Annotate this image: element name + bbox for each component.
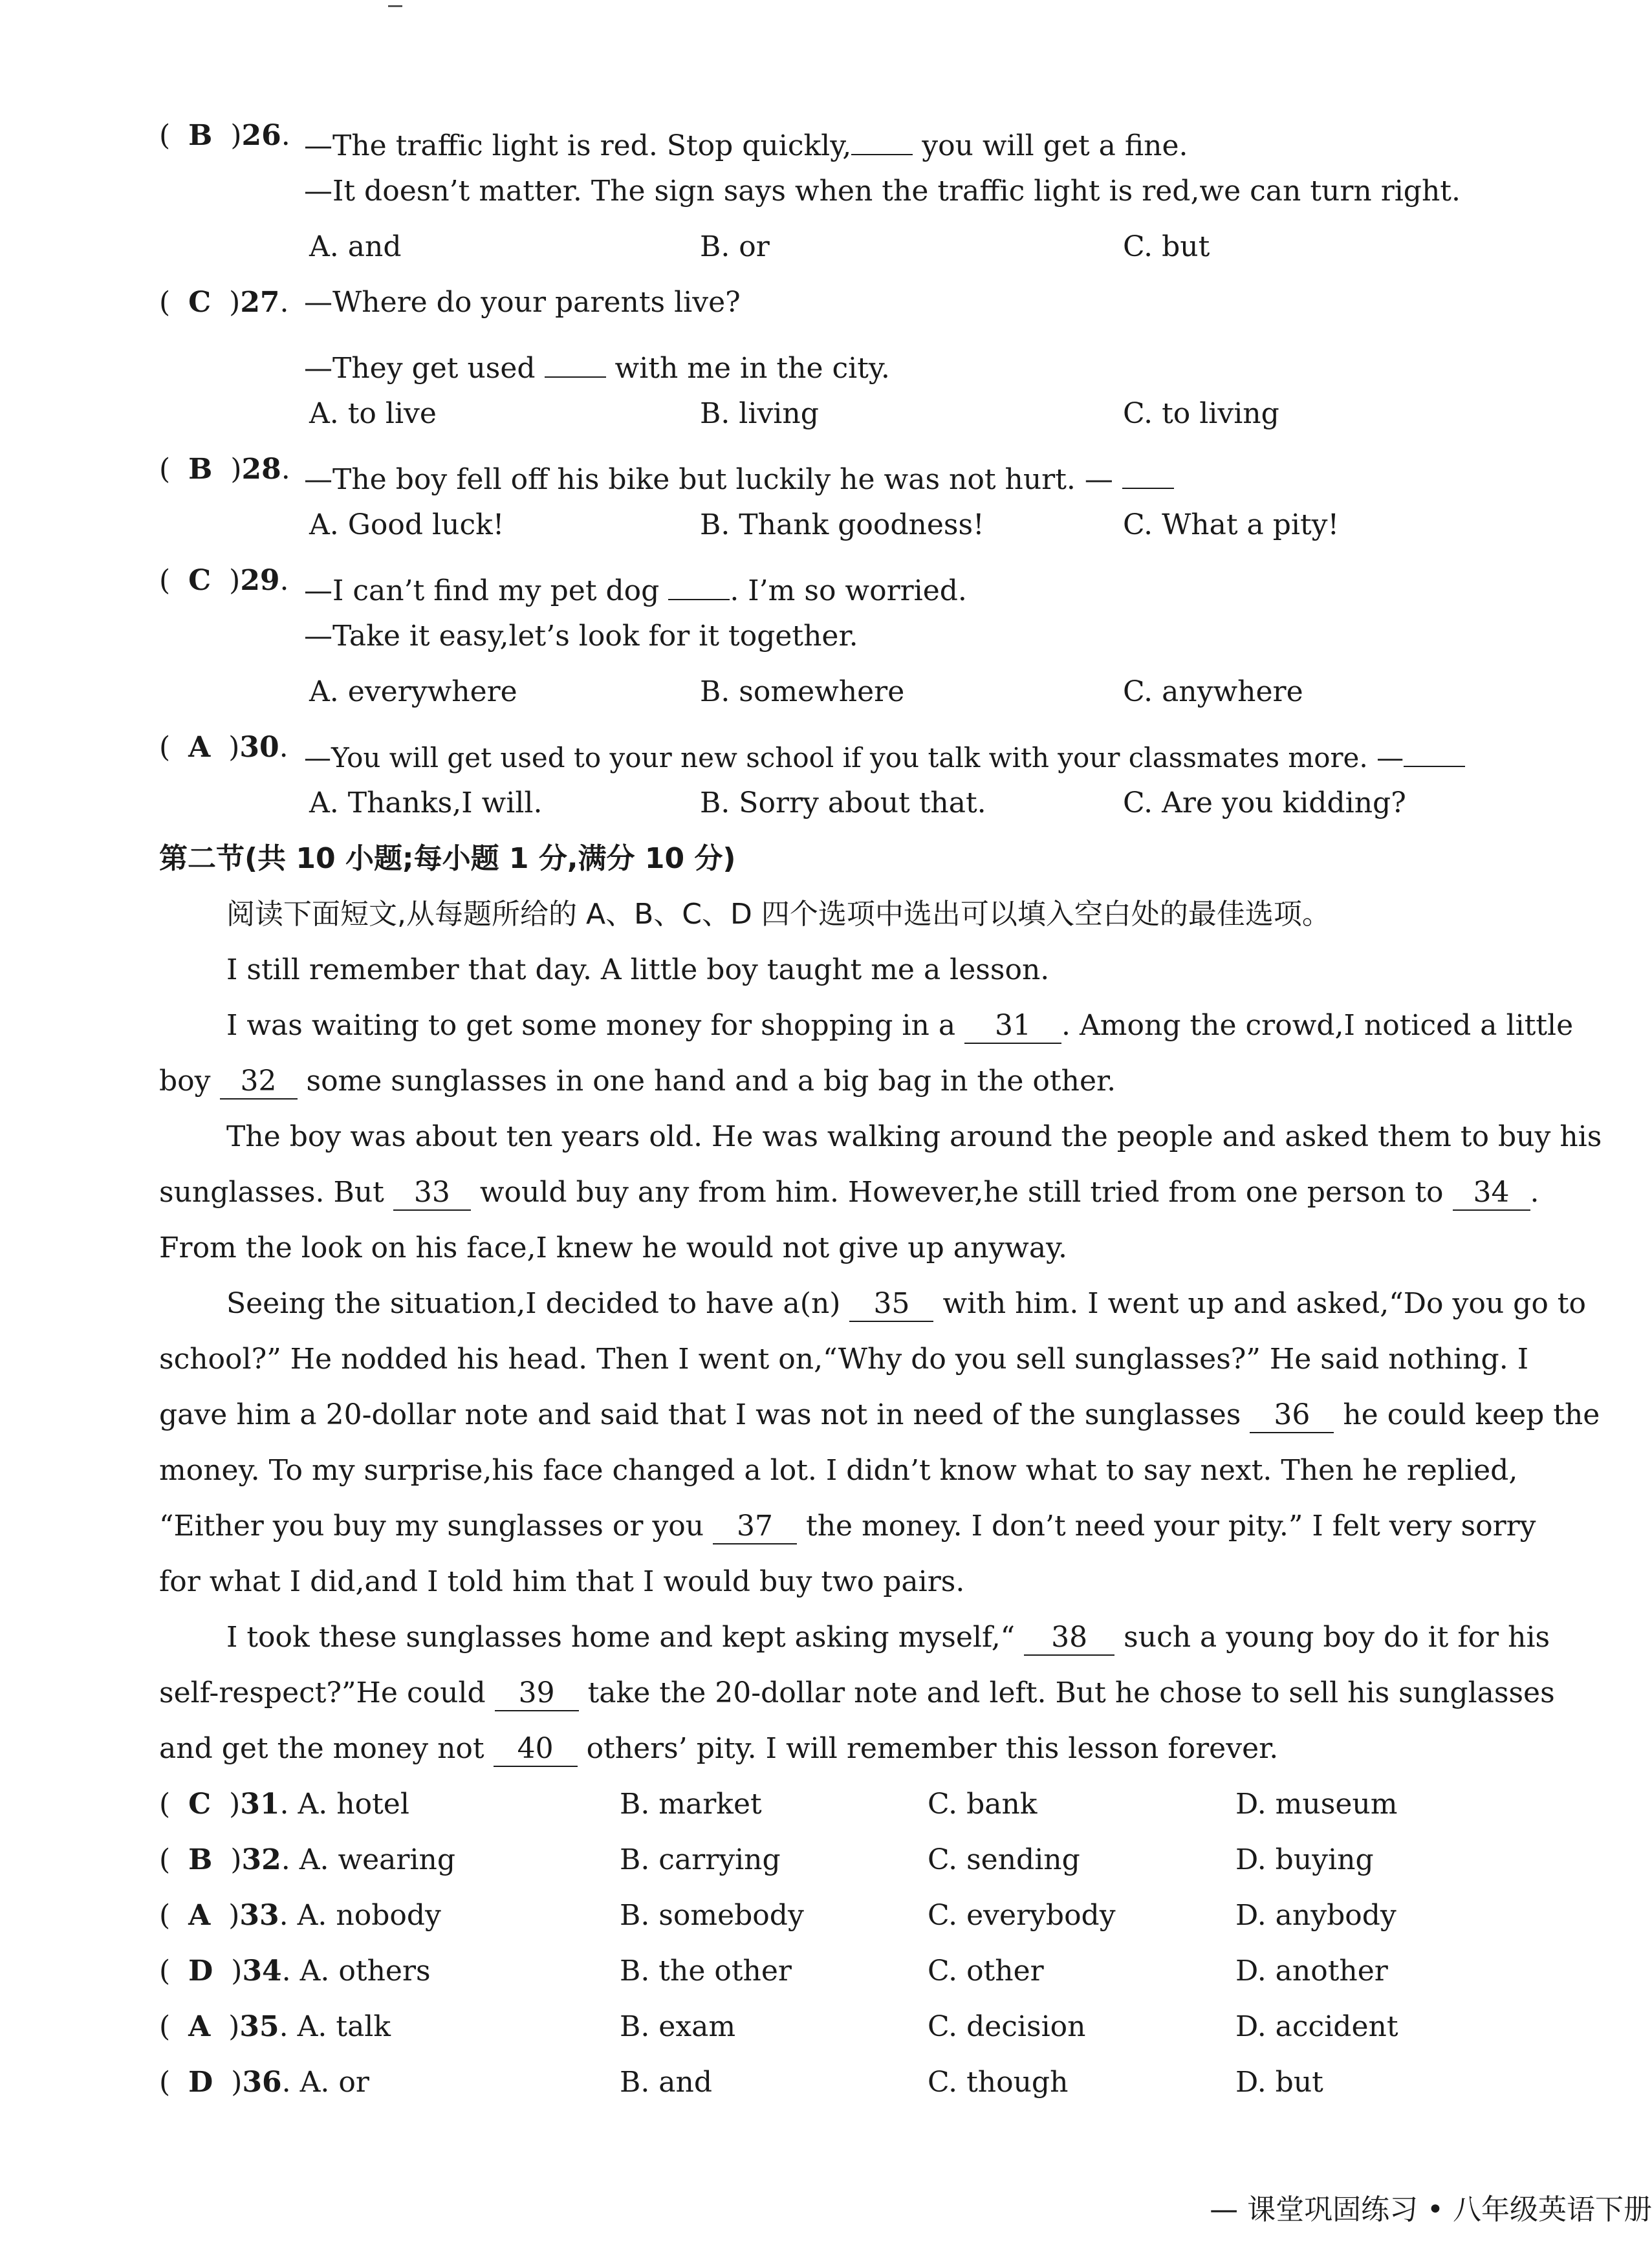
passage-line: boy 32 some sunglasses in one hand and a big bag in the other. [159, 1062, 1116, 1101]
answer-paren: ( B )28. [159, 453, 290, 486]
option-a: A. to live [309, 397, 437, 430]
option-c: C. everybody [928, 1899, 1116, 1932]
answer-paren: ( D )34. A. others [159, 1955, 431, 1988]
option-d: D. buying [1235, 1843, 1374, 1876]
option-a: A. and [309, 230, 402, 263]
option-c: C. other [928, 1955, 1044, 1988]
option-b: B. or [700, 230, 770, 263]
cloze-question-33 [0, 1896, 1652, 1935]
option-c: C. to living [1123, 397, 1279, 430]
answer-paren: ( B )32. A. wearing [159, 1843, 455, 1876]
option-b: B. exam [620, 2010, 736, 2043]
passage-line: self-respect?”He could 39 take the 20-dollar note and left. But he chose to sell his sunglasses [159, 1674, 1555, 1713]
option-b: B. somebody [620, 1899, 804, 1932]
options-26 [0, 228, 1652, 266]
option-d: D. another [1235, 1955, 1388, 1988]
question-text: —They get used with me in the city. [304, 344, 890, 383]
passage-line: school?” He nodded his head. Then I went on,“Why do you sell sunglasses?” He said nothing. I [159, 1343, 1529, 1376]
question-text: —The boy fell off his bike but luckily he was not hurt. — [304, 455, 1174, 494]
question-text: —The traffic light is red. Stop quickly, you will get a fine. [304, 122, 1188, 160]
options-27 [0, 395, 1652, 433]
option-a: A. Thanks,I will. [309, 786, 543, 819]
option-b: B. carrying [620, 1843, 781, 1876]
answer-paren: ( C )31. A. hotel [159, 1788, 409, 1821]
option-b: B. the other [620, 1955, 792, 1988]
cloze-question-35 [0, 2008, 1652, 2046]
passage-line: Seeing the situation,I decided to have a(n) 35 with him. I went up and asked,“Do you go to [226, 1284, 1586, 1323]
cloze-blank-32: 32 [220, 1066, 298, 1100]
answer-paren: ( C )29. [159, 564, 289, 597]
passage-line: The boy was about ten years old. He was walking around the people and asked them to buy his [226, 1120, 1602, 1153]
options-29 [0, 673, 1652, 711]
cloze-blank-36: 36 [1250, 1400, 1334, 1433]
passage-line: money. To my surprise,his face changed a lot. I didn’t know what to say next. Then he replied, [159, 1454, 1518, 1487]
cloze-blank-35: 35 [849, 1288, 933, 1322]
passage-line: gave him a 20-dollar note and said that I was not in need of the sunglasses 36 he could keep the [159, 1396, 1600, 1435]
option-d: D. anybody [1235, 1899, 1397, 1932]
option-d: D. but [1235, 2066, 1323, 2099]
question-text: —It doesn’t matter. The sign says when the traffic light is red,we can turn right. [304, 175, 1461, 208]
passage-line: “Either you buy my sunglasses or you 37 the money. I don’t need your pity.” I felt very sorry [159, 1507, 1536, 1546]
passage-paragraph-1: I still remember that day. A little boy taught me a lesson. [226, 953, 1050, 986]
option-b: B. and [620, 2066, 713, 2099]
option-a: A. everywhere [309, 675, 517, 708]
cloze-blank-33: 33 [393, 1177, 471, 1211]
passage-line: From the look on his face,I knew he would not give up anyway. [159, 1231, 1068, 1264]
option-b: B. living [700, 397, 819, 430]
question-text: —Take it easy,let’s look for it together. [304, 620, 858, 653]
cloze-blank-34: 34 [1453, 1177, 1530, 1211]
option-c: C. but [1123, 230, 1210, 263]
cloze-question-32 [0, 1841, 1652, 1880]
cloze-blank-38: 38 [1024, 1622, 1114, 1656]
cloze-blank-39: 39 [495, 1678, 579, 1711]
option-c: C. sending [928, 1843, 1080, 1876]
cloze-question-31 [0, 1785, 1652, 1824]
answer-blank [668, 567, 730, 600]
answer-blank [1122, 455, 1174, 489]
option-b: B. somewhere [700, 675, 905, 708]
question-text: —I can’t find my pet dog . I’m so worried. [304, 567, 967, 605]
option-d: D. museum [1235, 1788, 1398, 1821]
option-c: C. though [928, 2066, 1069, 2099]
passage-line: I was waiting to get some money for shopping in a 31 . Among the crowd,I noticed a little [226, 1006, 1573, 1045]
option-c: C. bank [928, 1788, 1038, 1821]
options-28 [0, 506, 1652, 545]
option-c: C. decision [928, 2010, 1086, 2043]
option-d: D. accident [1235, 2010, 1398, 2043]
option-c: C. Are you kidding? [1123, 786, 1406, 819]
cloze-question-34 [0, 1952, 1652, 1991]
option-c: C. anywhere [1123, 675, 1303, 708]
answer-paren: ( A )30. [159, 731, 288, 764]
page-footer: — 课堂巩固练习 • 八年级英语下册 [1210, 2193, 1652, 2226]
answer-blank [545, 344, 606, 378]
passage-line: I took these sunglasses home and kept asking myself,“ 38 such a young boy do it for his [226, 1618, 1550, 1657]
question-text: —You will get used to your new school if you talk with your classmates more. — [304, 733, 1465, 772]
section-heading: 第二节(共 10 小题;每小题 1 分,满分 10 分) [159, 842, 736, 875]
answer-blank [1404, 733, 1465, 767]
cloze-blank-40: 40 [494, 1733, 578, 1767]
option-b: B. market [620, 1788, 762, 1821]
answer-paren: ( A )35. A. talk [159, 2010, 391, 2043]
answer-paren: ( A )33. A. nobody [159, 1899, 441, 1932]
options-30 [0, 784, 1652, 823]
option-b: B. Thank goodness! [700, 508, 984, 541]
option-b: B. Sorry about that. [700, 786, 986, 819]
passage-line: for what I did,and I told him that I would buy two pairs. [159, 1565, 965, 1598]
section-instruction: 阅读下面短文,从每题所给的 A、B、C、D 四个选项中选出可以填入空白处的最佳选项。 [226, 898, 1331, 931]
passage-line: sunglasses. But 33 would buy any from him. However,he still tried from one person to 34 . [159, 1173, 1539, 1212]
cloze-question-36 [0, 2063, 1652, 2102]
answer-blank [851, 122, 913, 155]
cloze-blank-31: 31 [964, 1010, 1061, 1044]
passage-line: and get the money not 40 others’ pity. I will remember this lesson forever. [159, 1729, 1278, 1768]
answer-paren: ( B )26. [159, 119, 290, 152]
question-text: —Where do your parents live? [304, 286, 741, 319]
cloze-blank-37: 37 [713, 1511, 797, 1544]
answer-paren: ( D )36. A. or [159, 2066, 369, 2099]
answer-paren: ( C )27. [159, 286, 289, 319]
option-a: A. Good luck! [309, 508, 505, 541]
option-c: C. What a pity! [1123, 508, 1340, 541]
scan-mark [388, 5, 402, 7]
